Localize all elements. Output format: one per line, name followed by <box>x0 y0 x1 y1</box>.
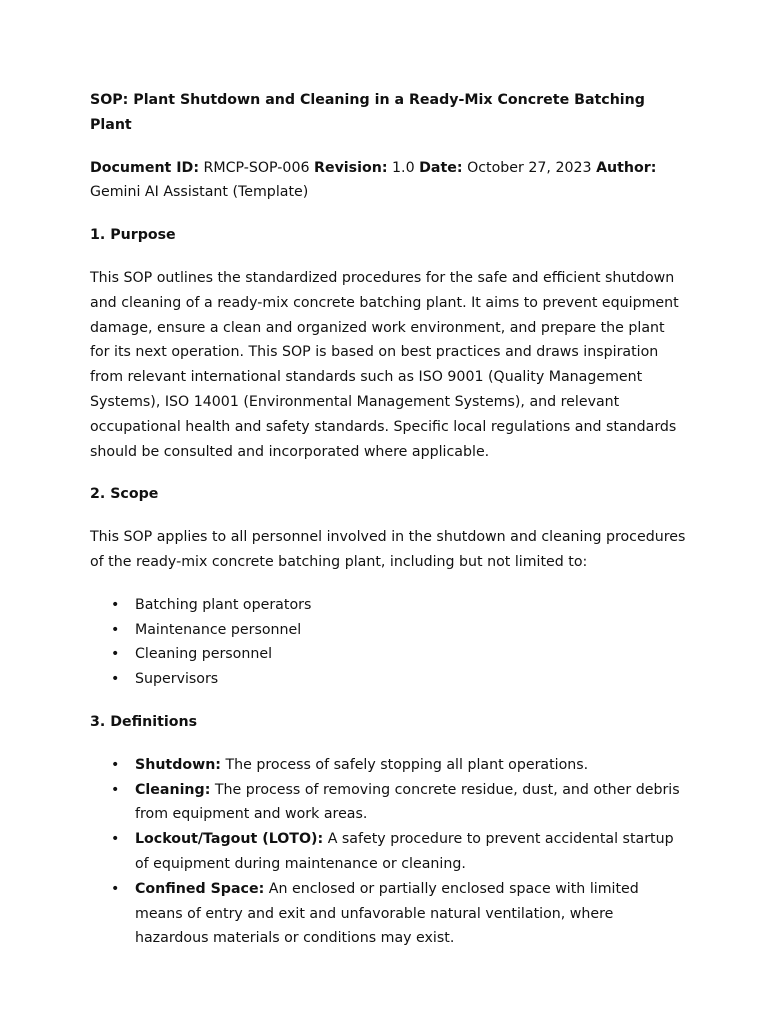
scope-list <box>90 593 686 692</box>
definition-item <box>90 753 686 778</box>
scope-paragraph: This SOP applies to all personnel involved in the shutdown and cleaning procedures of the ready-mix concrete batching plant, including but not limited to: <box>90 529 686 570</box>
document-content <box>90 88 686 969</box>
list-item-text: Batching plant operators <box>135 596 312 613</box>
definition-item <box>90 778 686 828</box>
bullet-icon: • <box>111 621 120 638</box>
definition-term: Cleaning: <box>135 781 211 798</box>
bullet-icon: • <box>111 756 120 773</box>
list-item-text: Maintenance personnel <box>135 621 302 638</box>
section-heading-definitions: 3. Definitions <box>90 713 198 730</box>
doc-id-value: RMCP-SOP-006 <box>203 159 310 176</box>
bullet-icon: • <box>111 831 120 848</box>
document-title: SOP: Plant Shutdown and Cleaning in a Ready-Mix Concrete Batching Plant <box>90 92 645 133</box>
list-item <box>90 642 686 667</box>
definition-term: Confined Space: <box>135 880 265 897</box>
revision-value: 1.0 <box>392 159 415 176</box>
bullet-icon: • <box>111 646 120 663</box>
list-item-text: Cleaning personnel <box>135 646 273 663</box>
date-label: Date: <box>419 159 463 176</box>
list-item <box>90 593 686 618</box>
list-item <box>90 618 686 643</box>
bullet-icon: • <box>111 596 120 613</box>
date-value: October 27, 2023 <box>467 159 592 176</box>
definition-text: A safety procedure to prevent accidental startup of equipment during maintenance or cleaning. <box>135 831 674 872</box>
bullet-icon: • <box>111 671 120 688</box>
bullet-icon: • <box>111 781 120 798</box>
list-item-text: Supervisors <box>135 671 219 688</box>
section-heading-purpose: 1. Purpose <box>90 227 176 244</box>
list-item <box>90 667 686 692</box>
definition-item <box>90 827 686 877</box>
definition-term: Lockout/Tagout (LOTO): <box>135 831 324 848</box>
bullet-icon: • <box>111 880 120 897</box>
author-value: Gemini AI Assistant (Template) <box>90 184 309 201</box>
definitions-list <box>90 753 686 951</box>
definition-term: Shutdown: <box>135 756 221 773</box>
purpose-paragraph: This SOP outlines the standardized procedures for the safe and efficient shutdown and cleaning of a ready-mix concrete batching plant. It aims to prevent equipment damage, ensure a clean and organized work environment, and prepare the plant for its next operation. This SOP is based on best practices and draws inspiration from relevant international standards such as ISO 9001 (Quality Management Systems), ISO 14001 (Environmental Management Systems), and relevant occupational health and safety standards. Specific local regulations and standards should be consulted and incorporated where applicable. <box>90 269 679 460</box>
definition-item <box>90 877 686 951</box>
revision-label: Revision: <box>314 159 388 176</box>
document-meta <box>90 156 686 206</box>
author-label: Author: <box>596 159 657 176</box>
definition-text: An enclosed or partially enclosed space with limited means of entry and exit and unfavorable natural ventilation, where hazardous materials or conditions may exist. <box>135 880 639 947</box>
definition-text: The process of safely stopping all plant operations. <box>225 756 589 773</box>
section-heading-scope: 2. Scope <box>90 486 159 503</box>
definition-text: The process of removing concrete residue, dust, and other debris from equipment and work areas. <box>135 781 680 823</box>
doc-id-label: Document ID: <box>90 159 199 176</box>
